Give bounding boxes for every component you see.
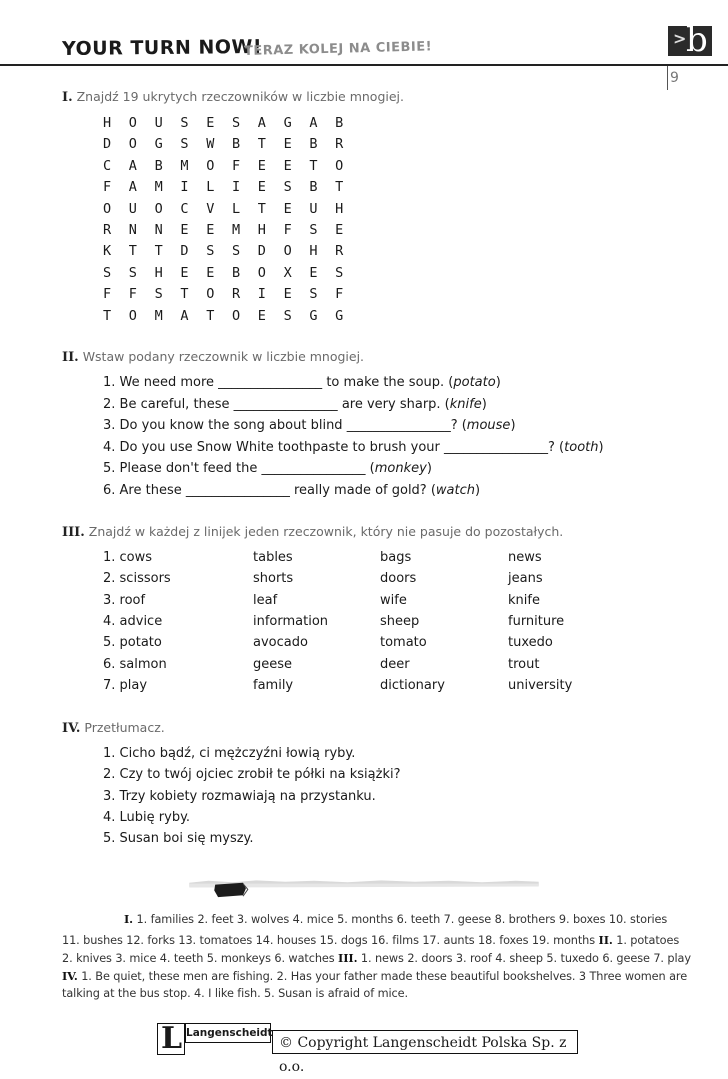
section-3-heading [62, 524, 563, 540]
table-cell: tuxedo [508, 635, 553, 651]
grid-letter: B [231, 136, 241, 153]
grid-letter: B [309, 179, 318, 196]
grid-letter: O [154, 200, 163, 217]
grid-letter: I [180, 179, 189, 196]
grid-letter: G [335, 307, 344, 324]
grid-letter: S [309, 286, 318, 303]
grid-letter: S [154, 286, 163, 303]
grid-letter: E [309, 264, 318, 281]
grid-row [103, 115, 361, 131]
grid-letter: M [231, 222, 241, 238]
table-cell: 5. potato [103, 635, 162, 651]
grid-letter: S [335, 264, 344, 281]
grid-letter: S [180, 136, 189, 153]
grid-letter: H [309, 243, 318, 260]
key-line-4 [62, 969, 687, 983]
grid-letter: T [257, 200, 266, 217]
grid-letter: E [283, 286, 292, 303]
grid-letter: O [103, 200, 112, 217]
grid-letter: E [283, 136, 292, 153]
grid-letter: E [257, 179, 266, 196]
table-cell: wife [380, 592, 407, 608]
item-text: 3. Do you know the song about blind ________________? ( [103, 418, 467, 434]
section-2-title: Wstaw podany rzeczownik w liczbie mnogiej. [82, 349, 365, 364]
grid-letter: C [103, 157, 112, 174]
translation-item: 1. Cicho bądź, ci mężczyźni łowią ryby. [103, 746, 356, 761]
grid-letter: M [180, 157, 189, 174]
grid-letter: T [206, 307, 215, 324]
grid-letter: F [335, 286, 344, 303]
section-1-heading [62, 89, 404, 105]
grid-letter: N [154, 222, 163, 238]
grid-letter: O [335, 157, 344, 174]
key-line-3 [62, 951, 691, 965]
grid-letter: R [335, 136, 344, 153]
item-text: ) [598, 439, 604, 455]
table-cell: tomato [380, 635, 427, 651]
grid-row [103, 158, 361, 174]
grid-letter: V [206, 200, 215, 217]
grid-letter: H [103, 115, 112, 131]
table-cell: information [253, 613, 329, 629]
grid-letter: A [128, 179, 137, 196]
table-cell: 3. roof [103, 592, 146, 608]
table-cell: news [508, 550, 542, 565]
grid-letter: E [206, 222, 215, 238]
grid-letter: W [206, 136, 215, 153]
grid-letter: S [231, 243, 241, 260]
grid-letter: S [206, 243, 215, 260]
item-text: ) [495, 375, 501, 390]
hint-word: potato [453, 375, 496, 390]
grid-letter: S [283, 307, 292, 324]
grid-letter: A [309, 115, 318, 131]
grid-letter: E [335, 222, 344, 238]
grid-letter: L [206, 179, 215, 196]
grid-letter: D [103, 136, 112, 153]
grid-letter: B [231, 264, 241, 281]
page-number: 9 [670, 70, 679, 86]
page-number-divider [667, 66, 668, 90]
translation-item: 5. Susan boi się myszy. [103, 831, 254, 847]
grid-letter: U [309, 200, 318, 217]
grid-letter: N [128, 222, 137, 238]
logo-badge [668, 20, 712, 60]
grid-row [103, 308, 361, 324]
section-1-number: I. [62, 90, 73, 105]
logo-letter: b [686, 20, 708, 60]
grid-letter: S [309, 222, 318, 238]
hint-word: tooth [564, 439, 599, 455]
page-subtitle: TERAZ KOLEJ NA CIEBIE! [243, 39, 433, 59]
grid-letter: O [206, 286, 215, 303]
grid-letter: M [154, 179, 163, 196]
translation-item: 2. Czy to twój ojciec zrobił te półki na książki? [103, 767, 401, 783]
grid-row [103, 222, 361, 238]
table-cell: trout [508, 656, 540, 672]
grid-letter: H [154, 264, 163, 281]
grid-row [103, 136, 361, 152]
grid-row [103, 286, 361, 302]
table-cell: knife [508, 592, 540, 608]
grid-letter: T [335, 179, 344, 196]
exercise-item [103, 461, 432, 476]
section-4-heading [62, 720, 165, 736]
grid-row [103, 243, 361, 259]
item-text: 4. Do you use Snow White toothpaste to brush your ________________? ( [103, 439, 565, 455]
table-cell: dictionary [380, 677, 445, 693]
table-cell: jeans [508, 571, 543, 587]
key-banner [0, 876, 728, 900]
key-line-2 [62, 933, 679, 947]
key-text: 1. news 2. doors 3. roof 4. sheep 5. tuxedo 6. geese 7. play [360, 952, 691, 965]
grid-letter: H [335, 200, 344, 217]
grid-letter: S [180, 115, 189, 131]
key-text: 1. families 2. feet 3. wolves 4. mice 5. months 6. teeth 7. geese 8. brothers 9. boxes 10. stories [136, 913, 668, 926]
grid-letter: B [154, 157, 163, 174]
item-text: ) [475, 483, 481, 498]
section-2-number: II. [62, 350, 79, 365]
key-roman: III. [338, 951, 358, 965]
grid-letter: O [128, 115, 137, 131]
grid-letter: H [257, 222, 266, 238]
grid-letter: F [103, 179, 112, 196]
key-roman: I. [124, 912, 134, 926]
grid-letter: O [206, 157, 215, 174]
publisher-brand: Langenscheidt [185, 1023, 271, 1043]
section-3-number: III. [62, 525, 85, 540]
exercise-item [103, 397, 487, 412]
publisher-logo-letter: L [161, 1021, 183, 1056]
grid-letter: I [231, 179, 241, 196]
key-line-5 [62, 987, 408, 1000]
grid-letter: D [257, 243, 266, 260]
grid-letter: A [257, 115, 266, 131]
table-cell: 4. advice [103, 613, 163, 629]
grid-letter: G [309, 307, 318, 324]
grid-letter: S [128, 264, 137, 281]
chevron-right-icon: > [673, 29, 687, 48]
grid-letter: O [283, 243, 292, 260]
grid-letter: L [231, 200, 241, 217]
exercise-item [103, 483, 480, 498]
section-2-heading [62, 349, 364, 365]
grid-letter: X [283, 264, 292, 281]
grid-letter: A [180, 307, 189, 324]
table-cell: 7. play [103, 677, 148, 693]
copyright-notice: © Copyright Langenscheidt Polska Sp. z o.o. [272, 1030, 578, 1054]
grid-row [103, 201, 361, 217]
publisher-logo [157, 1023, 185, 1055]
header-rule [0, 64, 728, 66]
grid-letter: S [103, 264, 112, 281]
grid-letter: R [231, 286, 241, 303]
table-cell: sheep [380, 613, 420, 629]
grid-letter: T [180, 286, 189, 303]
grid-letter: U [154, 115, 163, 131]
grid-letter: E [180, 222, 189, 238]
grid-letter: E [257, 157, 266, 174]
grid-letter: S [231, 115, 241, 131]
key-line-1 [124, 912, 667, 926]
table-cell: geese [253, 656, 293, 672]
table-cell: avocado [253, 635, 308, 651]
grid-letter: O [128, 307, 137, 324]
grid-letter: R [103, 222, 112, 238]
grid-letter: O [231, 307, 241, 324]
item-text: ) [481, 396, 487, 412]
table-cell: deer [380, 656, 410, 672]
exercise-item [103, 418, 516, 433]
grid-letter: O [257, 264, 266, 281]
hint-word: watch [435, 483, 476, 498]
item-text: 6. Are these ________________ really made of gold? ( [103, 483, 436, 498]
section-1-title: Znajdź 19 ukrytych rzeczowników w liczbie mnogiej. [76, 89, 404, 104]
item-text: 1. We need more ________________ to make the soup. ( [103, 375, 454, 390]
section-4-number: IV. [62, 721, 81, 736]
page-title: YOUR TURN NOW! [61, 35, 263, 60]
grid-letter: K [103, 243, 112, 260]
grid-letter: B [309, 136, 318, 153]
grid-row [103, 265, 361, 281]
item-text: ) [510, 418, 516, 434]
grid-letter: E [283, 157, 292, 174]
key-text: 1. Be quiet, these men are fishing. 2. Has your father made these beautiful bookshelves. 3 Three women are [81, 970, 688, 983]
translation-item: 4. Lubię ryby. [103, 809, 191, 825]
section-4-title: Przetłumacz. [84, 720, 165, 735]
grid-letter: S [283, 179, 292, 196]
grid-letter: E [206, 115, 215, 131]
item-text: 2. Be careful, these ________________ are very sharp. ( [103, 396, 450, 412]
grid-letter: T [128, 243, 137, 260]
hint-word: monkey [374, 461, 427, 477]
grid-letter: F [231, 157, 241, 174]
hint-word: knife [449, 396, 482, 412]
table-cell: bags [380, 550, 412, 565]
table-cell: leaf [253, 592, 278, 608]
table-cell: family [253, 677, 294, 693]
grid-letter: B [335, 115, 344, 131]
grid-letter: F [103, 286, 112, 303]
grid-letter: E [283, 200, 292, 217]
grid-letter: M [154, 307, 163, 324]
table-cell: shorts [253, 571, 294, 587]
grid-letter: F [283, 222, 292, 238]
item-text: ) [426, 461, 432, 477]
translation-item: 3. Trzy kobiety rozmawiają na przystanku. [103, 788, 376, 804]
hint-word: mouse [466, 418, 511, 434]
grid-letter: U [128, 200, 137, 217]
grid-letter: E [180, 264, 189, 281]
grid-letter: G [283, 115, 292, 131]
exercise-item [103, 440, 604, 455]
table-cell: 1. cows [103, 550, 153, 565]
key-text: 11. bushes 12. forks 13. tomatoes 14. houses 15. dogs 16. films 17. aunts 18. foxes 19. months [62, 934, 596, 947]
grid-letter: F [128, 286, 137, 303]
table-cell: doors [380, 571, 417, 587]
grid-letter: T [257, 136, 266, 153]
grid-letter: I [257, 286, 266, 303]
table-cell: tables [253, 550, 293, 565]
grid-letter: T [103, 307, 112, 324]
item-text: 5. Please don't feed the ________________ ( [103, 461, 375, 477]
key-text: 1. potatoes [616, 934, 680, 947]
grid-letter: E [257, 307, 266, 324]
key-text: 2. knives 3. mice 4. teeth 5. monkeys 6. watches [62, 952, 335, 965]
key-roman: II. [598, 933, 613, 947]
grid-letter: A [128, 157, 137, 174]
key-text: talking at the bus stop. 4. I like fish. 5. Susan is afraid of mice. [62, 987, 408, 1000]
table-cell: university [508, 677, 573, 693]
section-3-title: Znajdź w każdej z linijek jeden rzeczownik, który nie pasuje do pozostałych. [88, 524, 564, 539]
grid-letter: T [154, 243, 163, 260]
grid-letter: T [309, 157, 318, 174]
exercise-item [103, 375, 501, 390]
grid-letter: D [180, 243, 189, 260]
grid-letter: R [335, 243, 344, 260]
table-cell: furniture [508, 613, 565, 629]
key-label: KLUCZ [64, 902, 113, 916]
grid-letter: G [154, 136, 163, 153]
grid-letter: C [180, 200, 189, 217]
table-cell: 2. scissors [103, 571, 171, 587]
key-roman: IV. [62, 969, 78, 983]
grid-letter: O [128, 136, 137, 153]
table-cell: 6. salmon [103, 656, 167, 672]
grid-row [103, 179, 361, 195]
grid-letter: E [206, 264, 215, 281]
